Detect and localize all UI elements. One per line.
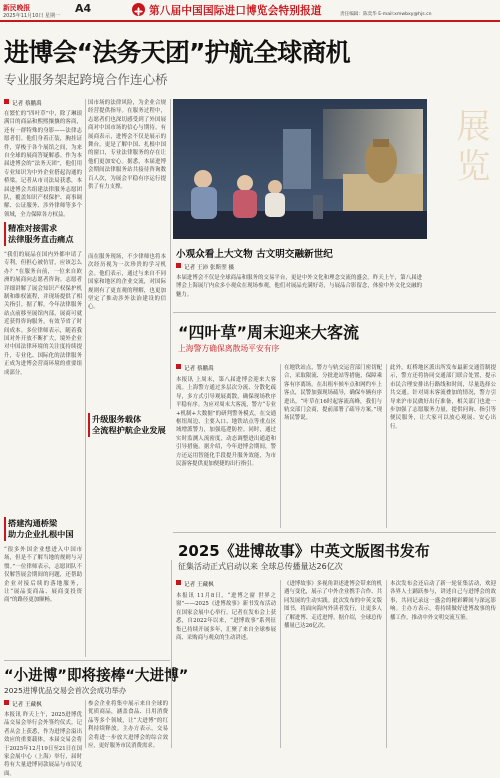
section-heading-upgrade	[92, 414, 167, 436]
section-divider	[173, 532, 496, 533]
story3-body-col3: 本次发布会还启动了新一轮征集活动，欢迎各界人士踊跃参与，讲述自己与进博会的故事，共同记录这一盛会的精彩瞬间与深远影响。主办方表示，将持续做好进博故事的传播工作，推动中外文明交流互鉴。	[390, 581, 496, 621]
lead-byline	[4, 99, 42, 107]
story2-subhead: 上海警方确保离散场平安有序	[178, 344, 280, 353]
editor-info: 责任编辑：陈奕华 E-mail:xmwbxy@hjs.cn	[340, 12, 432, 17]
byline-text: 记者 王藏枫	[12, 702, 42, 708]
issue-date: 2025年11月10日 星期一	[3, 13, 61, 19]
byline-marker-icon	[176, 263, 181, 268]
story3-headline: 2025《进博故事》中英文版图书发布	[178, 542, 430, 560]
page-number: A4	[75, 2, 92, 15]
story4-body: 本报讯 昨天上午，2025进博优品交易会举行会外签约仪式。记者从会上获悉，作为进博会溢出效应的重要载体，本届交易会将于2025年12月19日至21日在国家会展中心（上海）举行，届时将有大量进博同款展品与市民见面。	[4, 712, 82, 777]
column-divider	[386, 364, 387, 528]
expo-emblem-icon	[132, 3, 145, 16]
lead-section2-body: “很多外国企业想进入中国市场，但是不了解当地的规则与习惯。”一位律师表示，志愿团队不仅解答展会期间的问题，还帮助企业对接后续的落地服务，让“展品变商品、展商变投资商”的路径更加顺畅。	[4, 547, 82, 604]
photo-caption-body: 本届进博会不仅是全球商品和服务的交易平台，更是中外文化和理念交流的盛会。昨天上午，第八届进博会上海展厅内众多小观众在现场参观，他们对展品充满好奇，与展品合影留念，体验中外文化交融的魅力。	[176, 275, 422, 298]
story4-subhead: 2025进博优品交易会首次会成功举办	[4, 686, 127, 695]
section-heading-rule	[4, 517, 6, 541]
masthead-rule	[0, 20, 500, 22]
section-heading-bridge	[8, 518, 83, 540]
story3-byline	[176, 580, 214, 588]
byline-marker-icon	[4, 700, 9, 705]
section-heading-text: 搭建沟通桥梁 助力企业扎根中国	[8, 518, 74, 539]
column-divider	[280, 364, 281, 528]
story2-byline	[176, 364, 214, 372]
column-divider	[85, 700, 86, 748]
byline-text: 记者 王沛 张斯翌 摄	[184, 265, 235, 271]
section-heading-legal-needs	[8, 223, 83, 245]
photo-caption-title: 小观众看上大文物 古文明交融新世纪	[176, 249, 333, 260]
section-divider	[4, 660, 170, 661]
story3-body-col2: 《进博故事》多视角讲述进博会带来的机遇与变化，展示了中外企业携手合作、共同发展的生动实践。此次发布的中英文版图书，将面向海内外读者发行，让更多人了解进博、走近进博。据介绍，全球总传播量已达26亿次。	[284, 581, 382, 630]
section-heading-text: 精准对接需求 法律服务直击痛点	[8, 223, 74, 244]
byline-text: 记者 蔡鹏禹	[12, 101, 42, 107]
lead-body-1: 在繁忙的“四叶草”中，除了琳琅满目的商品和熙熙攘攘的客商，还有一群特殊的身影——法律志愿者们。他们身着正装，胸挂证件，穿梭于各个展馆之间，为来自全球的展商答疑解惑。作为本届进博会的“法务天团”，他们用专业知识为中外企业搭起沟通的桥梁。记者从市司法局获悉，本届进博会共组建法律服务志愿团队，覆盖知识产权保护、商事调解、公证服务、涉外律师等多个领域，全力保障各方权益。	[4, 111, 82, 218]
column-divider	[85, 99, 86, 657]
byline-marker-icon	[4, 99, 9, 104]
story4-headline: “小进博”即将接棒“大进博”	[4, 667, 189, 684]
section-heading-rule	[88, 413, 90, 437]
story3-subhead: 征集活动正式启动以来 全球总传播量达26亿次	[178, 562, 343, 571]
byline-text: 记者 蔡鹏禹	[184, 366, 214, 372]
section-heading-text: 升级服务载体 全流程护航企业发展	[92, 414, 166, 435]
story2-body-col2: 在地铁站点，警方与轨交运营部门密切配合，采取限流、分批进站等措施，保障乘客有序离场。在出租车候车点和网约车上客点，民警加强现场疏导，确保车辆有序进出。“叶草在16时起客流高峰，我们与轨交部门会商，提前部署了疏导方案。”现场民警说。	[284, 365, 382, 422]
story4-body-col2: 参会企业将集中展示来自全球的优质商品，涵盖食品、日用消费品等多个领域，让“大进博”的红利持续释放。主办方表示，交易会将进一步放大进博会的综合效应，更好服务市民消费需求。	[88, 701, 168, 750]
section-divider	[173, 312, 496, 313]
expo-photo	[173, 99, 427, 239]
byline-marker-icon	[176, 364, 181, 369]
byline-text: 记者 王藏枫	[184, 582, 214, 588]
column-divider	[386, 580, 387, 748]
story3-body: 本报讯 11月8日，“进博之窗 世界之窗”——2025《进博故事》新书发布活动在国家会展中心举行。记者在发布会上获悉，自2022年以来，“进博故事”系列征集已持续开展多年，汇聚了来自全球参展商、采购商与观众的生动讲述。	[176, 593, 276, 642]
special-report-title: 第八届中国国际进口博览会特别报道	[149, 5, 322, 17]
photo-caption-byline	[176, 263, 234, 271]
story2-body: 本报讯 上周末，第八届进博会迎来大客流。上海警方通过多层次分流、分散化疏导，多方式引导观展离散，确保现场秩序平稳有序。为应对周末大客流，警方“专业+机制+大数据”的研判警务模式，在交通枢纽周边、主要入口、地铁站点等重点区域增派警力，加强巡逻防控。同时，通过实时监测人流密度，动态调整进出通道和引导措施。据介绍，今年进博会期间，警方还运用智能化手段提升服务效能，为市民游客提供更加便捷的出行指引。	[176, 377, 276, 468]
column-divider	[280, 580, 281, 748]
lead-col2-body2: 而在服务现场，不少律师也将本次经历视为一次珍贵的学习机会。他们表示，通过与来自不同国家和地区的企业交流，对国际规则有了更直观的理解，也更加坚定了推动涉外法治建设的信心。	[88, 254, 166, 311]
lead-headline: 进博会“法务天团”护航全球商机	[4, 38, 350, 67]
decorative-vertical-text: 展览	[450, 108, 490, 188]
lead-subhead: 专业服务架起跨境合作连心桥	[4, 72, 168, 87]
lead-col2-body: 国市场的法律风险，为企业合规经营提供指导。在服务过程中，志愿者们也深切感受到了外国展商对中国市场的信心与期待。有展商表示，进博会不仅是展示的舞台，更是了解中国、扎根中国的窗口，专业法律服务的存在让他们更加安心。据悉，本届进博会期间法律服务站共接待咨询数百人次，为展会平稳有序运行提供了有力支撑。	[88, 100, 166, 191]
column-divider	[170, 99, 171, 409]
byline-marker-icon	[176, 580, 181, 585]
section-heading-rule	[4, 222, 6, 246]
lead-section1-body: “我们的展品在国内外都申请了专利，但担心被仿冒，应该怎么办？”在服务台前，一位来自欧洲的展商向志愿者咨询。志愿者详细讲解了展会知识产权保护机制和维权流程，并现场提供了相关指引。据了解，今年法律服务站点前移至展馆内部，展商可就近获得咨询服务，有效节省了时间成本。多位律师表示，随着我国对外开放不断扩大，境外企业对中国法律环境的关注度持续提升，专业化、国际化的法律服务正成为进博会营商环境的重要组成部分。	[4, 252, 82, 376]
newspaper-logo: 新民晚报	[3, 4, 31, 12]
story2-headline: “四叶草”周末迎来大客流	[178, 323, 360, 342]
story2-body-col3: 此外，虹桥地区派出所发布最新交通管制提示，警方还将协同交通部门联合处置，提示市民合理安排出行路线和时间，尽量选择公共交通。针对周末客流叠加的情况，警方引导来沪市民做好出行准备，相关部门也进一步加强了志愿服务力量，提供问询、指引等便民服务，让大家可以放心观展、安心出行。	[390, 365, 496, 430]
masthead	[0, 0, 500, 22]
story4-byline	[4, 700, 42, 708]
column-divider	[171, 560, 172, 748]
